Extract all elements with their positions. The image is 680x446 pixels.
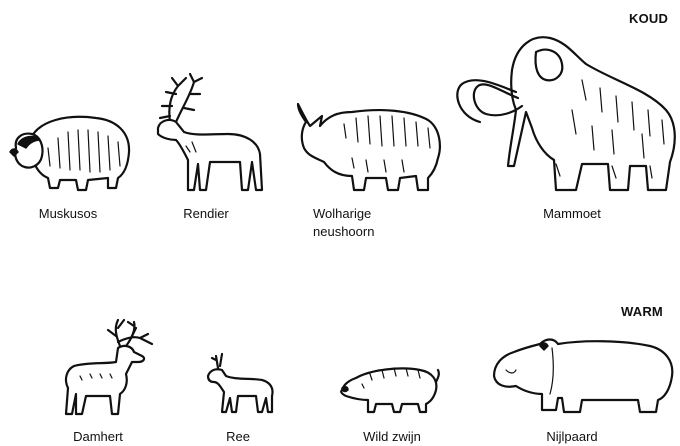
musk-ox-drawing [8, 108, 133, 193]
fallow-deer-drawing [56, 316, 160, 418]
label-reindeer: Rendier [183, 206, 229, 221]
roe-deer-drawing [206, 352, 276, 416]
label-woolly-rhinoceros-line2: neushoorn [313, 224, 375, 239]
mammoth-drawing [452, 30, 680, 196]
hippopotamus-drawing [492, 334, 676, 416]
label-musk-ox: Muskusos [38, 206, 98, 221]
label-roe-deer: Ree [226, 429, 250, 444]
label-fallow-deer: Damhert [73, 429, 123, 444]
label-woolly-rhinoceros: Wolharige [313, 206, 372, 221]
heading-warm: WARM [621, 304, 663, 319]
label-mammoth: Mammoet [543, 206, 601, 221]
label-hippopotamus: Nijlpaard [546, 429, 598, 444]
wild-boar-drawing [340, 362, 440, 414]
label-wild-boar: Wild zwijn [363, 429, 421, 444]
woolly-rhinoceros-drawing [294, 98, 444, 194]
heading-cold: KOUD [629, 11, 669, 26]
reindeer-drawing [150, 72, 268, 194]
